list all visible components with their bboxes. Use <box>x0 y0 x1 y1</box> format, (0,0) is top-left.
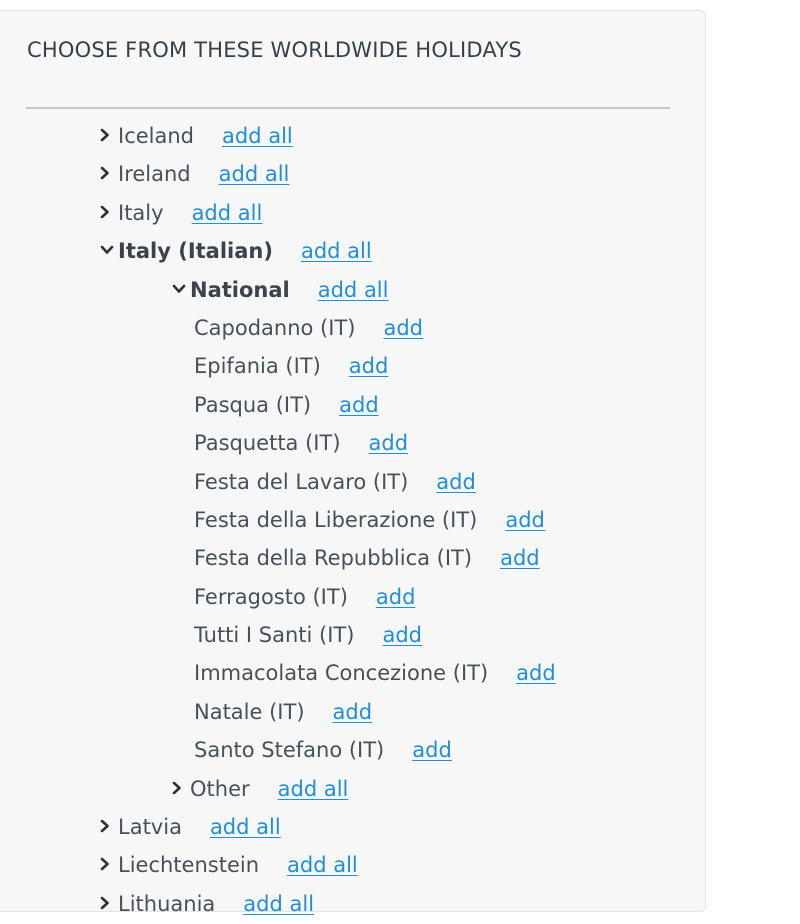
add-link[interactable]: add <box>436 469 476 494</box>
holiday-item <box>0 501 706 539</box>
holiday-item <box>0 539 706 577</box>
add-link[interactable]: add <box>383 315 423 340</box>
holiday-item <box>0 463 706 501</box>
add-all-link[interactable]: add all <box>243 891 315 916</box>
chevron-right-icon[interactable] <box>100 885 118 923</box>
holiday-label: Ferragosto (IT) <box>194 584 348 609</box>
holiday-label: Tutti I Santi (IT) <box>194 623 355 648</box>
add-link[interactable]: add <box>505 507 545 532</box>
tree-item-latvia <box>0 808 706 846</box>
add-all-link[interactable]: add all <box>209 815 281 840</box>
tree-item-label[interactable]: Ireland <box>118 162 191 187</box>
add-all-link[interactable]: add all <box>191 200 263 225</box>
holiday-label: Epifania (IT) <box>194 354 321 379</box>
add-all-link[interactable]: add all <box>300 239 372 264</box>
add-link[interactable]: add <box>500 546 540 571</box>
chevron-down-icon[interactable] <box>172 271 190 309</box>
chevron-right-icon[interactable] <box>172 770 190 808</box>
holiday-label: Festa del Lavaro (IT) <box>194 469 409 494</box>
holiday-item <box>0 309 706 347</box>
tree-item-liechtenstein <box>0 846 706 884</box>
add-all-link[interactable]: add all <box>218 162 290 187</box>
holiday-item <box>0 578 706 616</box>
add-link[interactable]: add <box>332 699 373 724</box>
tree-item-label[interactable]: National <box>190 277 290 302</box>
holidays-panel <box>0 10 706 916</box>
holiday-label: Capodanno (IT) <box>194 315 356 340</box>
tree-item-iceland <box>0 117 706 155</box>
title-divider <box>26 107 670 109</box>
holiday-label: Santo Stefano (IT) <box>194 738 385 763</box>
tree-item-label[interactable]: Liechtenstein <box>118 853 260 878</box>
tree-item-label[interactable]: Italy <box>118 200 164 225</box>
tree-item-label[interactable]: Iceland <box>118 124 195 148</box>
chevron-down-icon[interactable] <box>100 232 118 270</box>
chevron-right-icon[interactable] <box>100 117 118 155</box>
panel-title: CHOOSE FROM THESE WORLDWIDE HOLIDAYS <box>27 38 522 62</box>
tree-item-label[interactable]: Latvia <box>118 815 182 840</box>
add-all-link[interactable]: add all <box>222 124 293 148</box>
holiday-label: Festa della Repubblica (IT) <box>194 546 473 571</box>
tree-item-lithuania <box>0 885 706 923</box>
tree-item-label[interactable]: Italy (Italian) <box>118 239 273 264</box>
tree-item-national <box>0 271 706 309</box>
add-link[interactable]: add <box>516 661 556 686</box>
add-link[interactable]: add <box>412 738 452 763</box>
chevron-right-icon[interactable] <box>100 194 118 232</box>
chevron-right-icon[interactable] <box>100 846 118 884</box>
holiday-item <box>0 731 706 769</box>
holiday-label: Pasquetta (IT) <box>194 431 341 456</box>
tree-item-ireland <box>0 155 706 193</box>
holiday-item <box>0 654 706 692</box>
holiday-label: Immacolata Concezione (IT) <box>194 661 489 686</box>
tree-item-italy-italian <box>0 232 706 270</box>
holiday-item <box>0 386 706 424</box>
holiday-label: Festa della Liberazione (IT) <box>194 507 478 532</box>
add-link[interactable]: add <box>348 354 389 379</box>
chevron-right-icon[interactable] <box>100 155 118 193</box>
holiday-item <box>0 424 706 462</box>
holiday-item <box>0 693 706 731</box>
chevron-right-icon[interactable] <box>100 808 118 846</box>
add-all-link[interactable]: add all <box>277 776 349 801</box>
add-link[interactable]: add <box>339 392 379 417</box>
tree-item-other <box>0 770 706 808</box>
tree-item-italy <box>0 194 706 232</box>
add-link[interactable]: add <box>368 431 409 456</box>
holiday-tree <box>0 117 706 923</box>
add-all-link[interactable]: add all <box>287 853 358 878</box>
tree-item-label[interactable]: Lithuania <box>118 891 216 916</box>
holiday-label: Pasqua (IT) <box>194 392 312 417</box>
tree-item-label[interactable]: Other <box>190 776 250 801</box>
add-link[interactable]: add <box>382 623 422 648</box>
holiday-item <box>0 347 706 385</box>
add-link[interactable]: add <box>375 584 416 609</box>
add-all-link[interactable]: add all <box>317 277 389 302</box>
holiday-label: Natale (IT) <box>194 699 305 724</box>
holiday-item <box>0 616 706 654</box>
